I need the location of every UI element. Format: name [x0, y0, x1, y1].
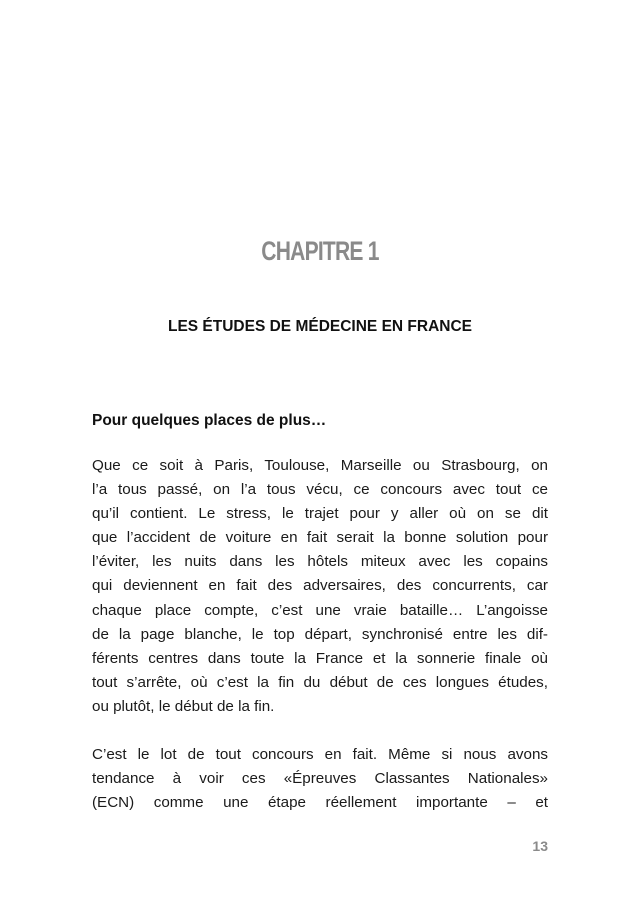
text-line: de la page blanche, le top départ, synchronisé entre les dif- [92, 625, 548, 643]
paragraph-1 [92, 454, 548, 719]
text-line: l’éviter, les nuits dans les hôtels miteux avec les copains [92, 553, 548, 571]
text-line: l’a tous passé, on l’a tous vécu, ce concours avec tout ce [92, 481, 548, 499]
chapter-label: CHAPITRE 1 [261, 236, 379, 266]
text-line: ou plutôt, le début de la fin. [92, 697, 275, 715]
text-line: (ECN) comme une étape réellement importante – et [92, 794, 548, 812]
text-line: que l’accident de voiture en fait serait la bonne solution pour [92, 529, 548, 547]
text-line: férents centres dans toute la France et la sonnerie finale où [92, 649, 548, 667]
text-line: tendance à voir ces «Épreuves Classantes Nationales» [92, 770, 548, 788]
text-line: qu’il contient. Le stress, le trajet pour y aller où on se dit [92, 505, 548, 523]
text-line: Que ce soit à Paris, Toulouse, Marseille ou Strasbourg, on [92, 457, 548, 474]
chapter-title: LES ÉTUDES DE MÉDECINE EN FRANCE [167, 318, 472, 335]
text-line: C’est le lot de tout concours en fait. Même si nous avons [92, 746, 548, 763]
text-line: qui deviennent en fait des adversaires, des concurrents, car [92, 577, 548, 595]
text-line: chaque place compte, c’est une vraie bataille… L’angoisse [92, 601, 548, 619]
text-line: tout s’arrête, où c’est la fin du début de ces longues études, [92, 673, 548, 691]
page-number: 13 [532, 838, 548, 854]
section-heading: Pour quelques places de plus… [92, 412, 327, 429]
paragraph-2 [92, 743, 548, 815]
